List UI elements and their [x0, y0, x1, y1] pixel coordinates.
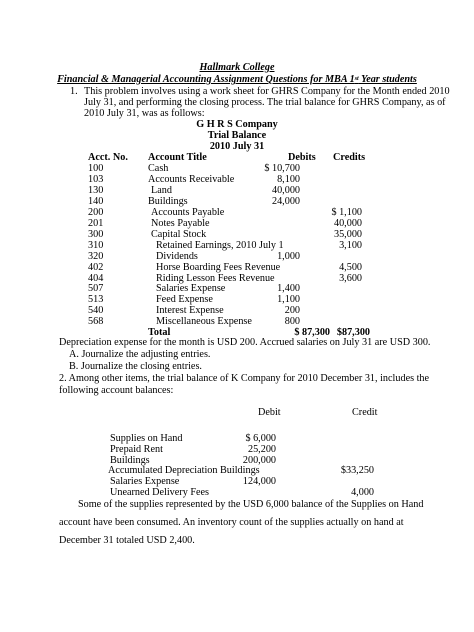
q2-intro-line2: following account balances:: [59, 385, 174, 396]
total-debit: $ 87,300: [294, 327, 330, 338]
account-title: Miscellaneous Expense: [156, 316, 252, 328]
account-title: Feed Expense: [156, 294, 213, 306]
q2-debit-header: Debit: [258, 407, 281, 418]
account-number: 402: [88, 261, 104, 273]
balance-credit: 4,000: [351, 487, 374, 498]
account-number: 540: [88, 305, 104, 317]
account-number: 513: [88, 294, 104, 306]
col-acct-no: Acct. No.: [88, 152, 128, 163]
account-number: 100: [88, 163, 104, 174]
balance-debit: 25,200: [247, 444, 276, 455]
debit-amount: 200: [284, 305, 300, 317]
account-title: Horse Boarding Fees Revenue: [156, 261, 281, 273]
q1-task-a: A. Journalize the adjusting entries.: [69, 349, 211, 360]
debit-amount: 40,000: [271, 184, 300, 196]
q1-intro-line2: July 31, and performing the closing process. The trial balance for GHRS Company, as of: [84, 97, 446, 108]
account-title: Accounts Receivable: [148, 173, 235, 185]
balance-account-title: Prepaid Rent: [110, 444, 163, 455]
company-name: G H R S Company: [196, 119, 278, 130]
q1-note: Depreciation expense for the month is USD 200. Accrued salaries on July 31 are USD 300.: [59, 337, 431, 348]
assignment-title-end: Year students: [358, 74, 417, 85]
q1-task-b: B. Journalize the closing entries.: [69, 361, 202, 372]
credit-amount: $ 1,100: [331, 206, 362, 218]
q2-credit-header: Credit: [352, 407, 378, 418]
debit-amount: 24,000: [271, 195, 300, 207]
account-number: 404: [88, 272, 104, 284]
assignment-title-main: Financial & Managerial Accounting Assignment Questions for MBA 1: [57, 74, 355, 85]
credit-amount: 4,500: [339, 261, 362, 273]
q1-intro-line3: 2010 July 31, was as follows:: [84, 108, 205, 119]
col-credits: Credits: [333, 152, 366, 163]
debit-amount: 1,400: [277, 283, 300, 295]
account-number: 140: [88, 195, 104, 207]
account-title: Buildings: [148, 195, 188, 207]
balance-credit: $33,250: [340, 465, 374, 476]
account-number: 300: [88, 228, 104, 240]
statement-name: Trial Balance: [207, 130, 267, 141]
account-number: 103: [88, 173, 104, 185]
credit-amount: 3,600: [339, 272, 362, 284]
q2-paragraph-line3: December 31 totaled USD 2,400.: [59, 535, 195, 546]
q2-paragraph-line2: account have been consumed. An inventory count of the supplies actually on hand at: [59, 517, 404, 528]
account-title: Accounts Payable: [151, 206, 225, 218]
balance-account-title: Unearned Delivery Fees: [110, 487, 210, 498]
debit-amount: 800: [284, 316, 300, 328]
balance-account-title: Buildings: [110, 455, 150, 466]
q2-paragraph-line1: Some of the supplies represented by the USD 6,000 balance of the Supplies on Hand: [78, 499, 424, 510]
total-label: Total: [148, 327, 171, 338]
statement-date: 2010 July 31: [209, 141, 265, 152]
q1-intro-line1: This problem involves using a work sheet for GHRS Company for the Month ended 2010: [84, 86, 450, 97]
account-title: Retained Earnings, 2010 July 1: [156, 239, 284, 251]
q1-number: 1.: [70, 86, 78, 97]
account-title: Interest Expense: [156, 305, 224, 317]
account-number: 320: [88, 250, 104, 262]
balance-debit: $ 6,000: [245, 433, 276, 444]
account-number: 130: [88, 184, 104, 196]
credit-amount: 3,100: [339, 239, 362, 251]
account-number: 201: [88, 217, 104, 229]
col-debits: Debits: [288, 152, 316, 163]
col-account-title: Account Title: [148, 152, 207, 163]
balance-debit: 200,000: [242, 455, 276, 466]
account-title: Capital Stock: [151, 228, 207, 240]
account-title: Notes Payable: [151, 217, 210, 229]
debit-amount: $ 10,700: [264, 163, 300, 174]
account-title: Riding Lesson Fees Revenue: [156, 272, 275, 284]
credit-amount: 35,000: [333, 228, 362, 240]
total-credit: $87,300: [336, 327, 370, 338]
account-number: 507: [88, 283, 104, 295]
q2-intro-line1: 2. Among other items, the trial balance of K Company for 2010 December 31, includes the: [59, 373, 430, 384]
college-name: Hallmark College: [199, 62, 275, 73]
credit-amount: 40,000: [333, 217, 362, 229]
balance-account-title: Supplies on Hand: [110, 433, 183, 444]
account-title: Cash: [148, 163, 169, 174]
assignment-title-sup: st: [354, 76, 359, 82]
debit-amount: 1,100: [277, 294, 300, 306]
debit-amount: 1,000: [277, 250, 300, 262]
account-number: 568: [88, 316, 104, 328]
account-number: 200: [88, 206, 104, 218]
balance-account-title: Salaries Expense: [110, 476, 180, 487]
account-title: Salaries Expense: [156, 283, 226, 295]
balance-account-title: Accumulated Depreciation Buildings: [108, 465, 260, 476]
assignment-title: [0, 74, 474, 86]
account-title: Dividends: [156, 250, 198, 262]
account-number: 310: [88, 239, 104, 251]
debit-amount: 8,100: [277, 173, 300, 185]
balance-debit: 124,000: [242, 476, 276, 487]
account-title: Land: [151, 184, 172, 196]
